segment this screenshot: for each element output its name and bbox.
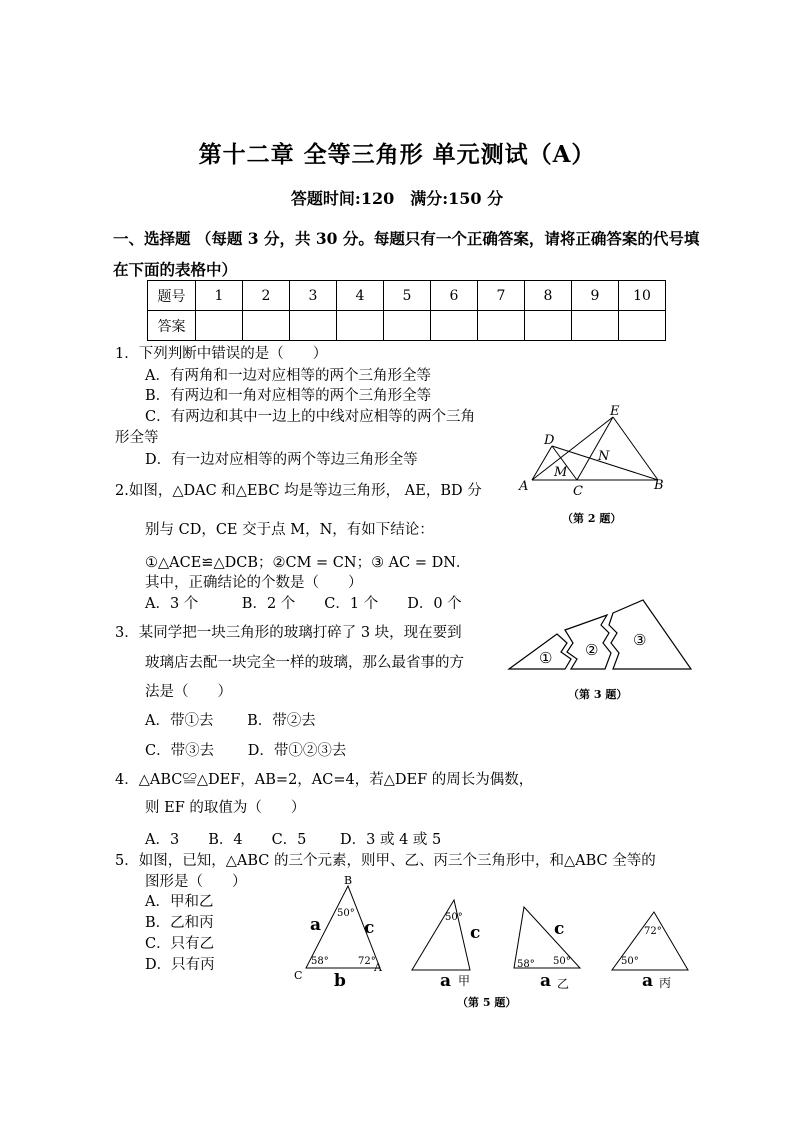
vertex-c-label: C <box>294 969 303 982</box>
label-a: A <box>519 479 529 494</box>
q4-line1: 4．△ABC≌△DEF，AB=2，AC=4，若△DEF 的周长为偶数， <box>115 772 534 788</box>
label-b: B <box>654 478 664 493</box>
answer-table-answer-row <box>148 311 666 341</box>
table-cell-number: 4 <box>337 281 384 311</box>
label-n: N <box>598 449 610 464</box>
table-cell-number: 7 <box>478 281 525 311</box>
label-m: M <box>554 465 568 480</box>
triangle-jia <box>412 900 470 970</box>
table-cell-number: 2 <box>243 281 290 311</box>
q1-stem: 1．下列判断中错误的是（ ） <box>115 346 328 362</box>
table-cell-number: 9 <box>572 281 619 311</box>
answer-cell[interactable] <box>431 311 478 341</box>
vertex-a-label: A <box>374 961 382 974</box>
q5-option-a: A．甲和乙 <box>145 894 214 910</box>
side-a-label: a <box>310 915 322 935</box>
table-cell-number: 8 <box>525 281 572 311</box>
answer-cell[interactable] <box>337 311 384 341</box>
jia-side-a-label: a <box>440 971 452 991</box>
section-heading: 一、选择题 （每题 3 分，共 30 分。每题只有一个正确答案，请将正确答案的代号填在下面的表格中） <box>113 229 700 279</box>
table-header-answer: 答案 <box>148 311 196 341</box>
side-b-label: b <box>334 971 346 991</box>
angle-c-label: 58° <box>311 956 329 967</box>
bing-angle2-label: 50° <box>621 956 639 967</box>
q3-line3: 法是（ ） <box>145 684 232 700</box>
jia-side-c-label: c <box>470 923 481 943</box>
jia-name-label: 甲 <box>458 974 471 988</box>
answer-cell[interactable] <box>525 311 572 341</box>
answer-cell[interactable] <box>290 311 337 341</box>
q5-figure <box>288 872 698 992</box>
q1-option-b: B．有两边和一角对应相等的两个三角形全等 <box>145 388 432 404</box>
label-c: C <box>573 484 583 499</box>
q1-option-c: C．有两边和其中一边上的中线对应相等的两个三角 <box>145 409 476 425</box>
side-c-label: c <box>364 918 375 938</box>
segment-eb <box>613 417 658 480</box>
yi-name-label: 乙 <box>557 977 570 991</box>
answer-cell[interactable] <box>243 311 290 341</box>
q5-caption: （第 5 题） <box>457 996 517 1009</box>
q5-line1: 5．如图，已知，△ABC 的三个元素，则甲、乙、丙三个三角形中，和△ABC 全等的 <box>115 853 656 869</box>
label-e: E <box>610 404 620 419</box>
answer-cell[interactable] <box>478 311 525 341</box>
segment-ad <box>532 446 552 480</box>
glass-piece-3 <box>609 600 691 669</box>
angle-a-label: 72° <box>358 956 376 967</box>
q2-line2: 别与 CD，CE 交于点 M，N，有如下结论： <box>145 522 434 538</box>
table-cell-number: 10 <box>619 281 666 311</box>
bing-side-a-label: a <box>642 971 654 991</box>
piece-label-2: ② <box>585 641 599 659</box>
table-cell-number: 3 <box>290 281 337 311</box>
q3-line2: 玻璃店去配一块完全一样的玻璃，那么最省事的方 <box>145 655 464 671</box>
page-subtitle: 答题时间:120 满分:150 分 <box>290 189 504 208</box>
page-title: 第十二章 全等三角形 单元测试（A） <box>198 141 596 168</box>
q5-option-c: C．只有乙 <box>145 936 215 952</box>
q3-options-ab: A．带①去 B．带②去 <box>145 713 316 729</box>
yi-side-a-label: a <box>540 971 552 991</box>
q2-figure <box>512 400 672 500</box>
angle-b-label: 50° <box>337 908 355 919</box>
answer-table <box>147 280 666 341</box>
answer-cell[interactable] <box>196 311 243 341</box>
q2-line4: 其中，正确结论的个数是（ ） <box>145 575 363 591</box>
q1-option-a: A．有两角和一边对应相等的两个三角形全等 <box>145 368 431 384</box>
jia-angle-label: 50° <box>445 912 463 923</box>
q1-option-c-cont: 形全等 <box>115 430 159 446</box>
table-header-number: 题号 <box>148 281 196 311</box>
piece-label-3: ③ <box>633 631 647 649</box>
q3-options-cd: C．带③去 D．带①②③去 <box>145 743 347 759</box>
q5-line2: 图形是（ ） <box>145 874 247 890</box>
q4-options: A．3 B．4 C．5 D．3 或 4 或 5 <box>145 832 442 848</box>
q3-figure <box>505 597 695 677</box>
table-cell-number: 6 <box>431 281 478 311</box>
q2-line1: 2.如图，△DAC 和△EBC 均是等边三角形， AE，BD 分 <box>115 483 482 499</box>
yi-angle1-label: 58° <box>517 959 535 970</box>
q5-option-b: B．乙和丙 <box>145 915 214 931</box>
q3-line1: 3．某同学把一块三角形的玻璃打碎了 3 块，现在要到 <box>115 625 462 641</box>
q2-line3: ①△ACE≌△DCB；②CM = CN；③ AC = DN． <box>145 555 471 571</box>
answer-cell[interactable] <box>384 311 431 341</box>
answer-cell[interactable] <box>572 311 619 341</box>
q4-line2: 则 EF 的取值为（ ） <box>145 800 306 816</box>
yi-side-c-label: c <box>554 919 565 939</box>
bing-angle1-label: 72° <box>644 926 662 937</box>
q1-option-d: D．有一边对应相等的两个等边三角形全等 <box>145 452 418 468</box>
table-cell-number: 5 <box>384 281 431 311</box>
label-d: D <box>544 433 555 448</box>
piece-label-1: ① <box>539 649 553 667</box>
q3-caption: （第 3 题） <box>568 688 628 701</box>
q5-option-d: D．只有丙 <box>145 957 215 973</box>
vertex-b-label: B <box>344 874 353 887</box>
yi-angle2-label: 50° <box>553 956 571 967</box>
answer-table-number-row <box>148 281 666 311</box>
bing-name-label: 丙 <box>659 976 672 990</box>
q2-options: A．3 个 B．2 个 C．1 个 D．0 个 <box>145 596 462 612</box>
table-cell-number: 1 <box>196 281 243 311</box>
answer-cell[interactable] <box>619 311 666 341</box>
q2-caption: （第 2 题） <box>562 512 622 525</box>
